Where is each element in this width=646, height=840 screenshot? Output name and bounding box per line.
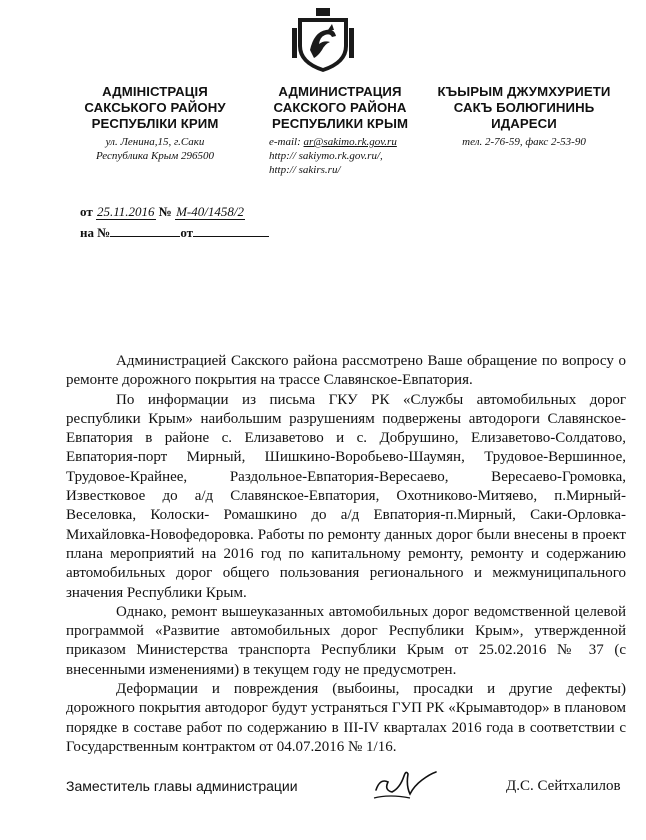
address-line: Республика Крым 296500	[95, 150, 215, 162]
org-address	[66, 135, 244, 163]
org-line: КЪЫРЫМ ДЖУМХУРИЕТИ	[437, 84, 611, 99]
ref-date-blank	[193, 224, 269, 237]
signatory-position: Заместитель главы администрации	[66, 778, 298, 794]
org-line: АДМІНІСТРАЦІЯ	[102, 84, 208, 99]
org-line: ИДАРЕСИ	[491, 116, 557, 131]
from-label: от	[80, 204, 93, 219]
header-left	[66, 84, 244, 163]
email-line	[269, 135, 425, 149]
ref-number-label: на №	[80, 225, 111, 240]
phone-fax: тел. 2-76-59, факс 2-53-90	[462, 136, 586, 148]
crimea-coat-of-arms-icon	[288, 6, 358, 76]
body-paragraph: По информации из письма ГКУ РК «Службы автомобильных дорог республики Крым» наибольшим разрушениям подвержены автодороги Славянское-Евпатория в районе с. Елизаветово и с. Добрушино, Елизаветово-Солдатово, Евпатория-порт Мирный, Шишкино-Воробьево-Шаумян, Трудовое-Вершинное, Трудовое-Крайнее, Раздольное-Евпатория-Вересаево, Вересаево-Громовка, Известковое до а/д Славянское-Евпатория, Охотниково-Митяево, п.Мирный-Веселовка, Колоски- Ромашкино до а/д Евпатория-п.Мирный, Саки-Орловка-Михайловка-Новофедоровка. Работы по ремонту данных дорог были внесены в проект плана мероприятий на 2016 год по капитальному ремонту, ремонту и содержанию автомобильных дорог общего пользования регионального и межмуниципального значения Республики Крым.	[66, 391, 626, 601]
ref-from-label: от	[180, 225, 194, 240]
email-link[interactable]: ar@sakimo.rk.gov.ru	[303, 136, 397, 148]
website-link[interactable]: http:// sakiymo.rk.gov.ru/,	[269, 150, 383, 162]
signatory-name: Д.С. Сейтхалилов	[506, 778, 621, 794]
org-line: САКСКОГО РАЙОНА	[273, 100, 407, 115]
org-line: АДМИНИСТРАЦИЯ	[278, 84, 402, 99]
outgoing-registration	[80, 204, 245, 220]
website-link[interactable]: http:// sakirs.ru/	[269, 164, 341, 176]
header-right	[432, 84, 616, 149]
body-paragraph: Однако, ремонт вышеуказанных автомобильных дорог ведомственной целевой программой «Развитие автомобильных дорог Республики Крым», утвержденной приказом Министерства транспорта Республики Крым от 25.02.2016 № 37 (с внесенными изменениями) в текущем году не предусмотрен.	[66, 603, 626, 678]
org-name-crimean-tatar	[432, 84, 616, 132]
org-name-russian	[255, 84, 425, 132]
address-line: ул. Ленина,15, г.Саки	[105, 136, 205, 148]
org-line: САКСЬКОГО РАЙОНУ	[84, 100, 226, 115]
header-middle	[255, 84, 425, 177]
org-name-ukrainian	[66, 84, 244, 132]
body-paragraph: Администрацией Сакского района рассмотрено Ваше обращение по вопросу о ремонте дорожного покрытия на трассе Славянское-Евпатория.	[66, 353, 626, 389]
org-line: РЕСПУБЛІКИ КРИМ	[91, 116, 219, 131]
incoming-reference	[80, 224, 269, 241]
handwritten-signature	[370, 760, 442, 806]
org-line: САКЪ БОЛЮГИНИНЬ	[453, 100, 595, 115]
letter-body	[66, 352, 626, 757]
handwritten-number: М-40/1458/2	[176, 204, 244, 219]
number-label: №	[158, 204, 172, 219]
org-line: РЕСПУБЛИКИ КРЫМ	[271, 116, 409, 131]
handwritten-date: 25.11.2016	[96, 204, 155, 219]
org-contacts	[255, 135, 425, 177]
body-paragraph: Деформации и повреждения (выбоины, просадки и другие дефекты) дорожного покрытия автодорог будут устраняться ГУП РК «Крымавтодор» в плановом порядке в составе работ по содержанию в III-IV кварталах 2016 года в соответствии с Государственным контрактом от 04.07.2016 № 1/16.	[66, 681, 626, 755]
email-label: e-mail:	[269, 136, 304, 148]
ref-number-blank	[110, 224, 180, 237]
